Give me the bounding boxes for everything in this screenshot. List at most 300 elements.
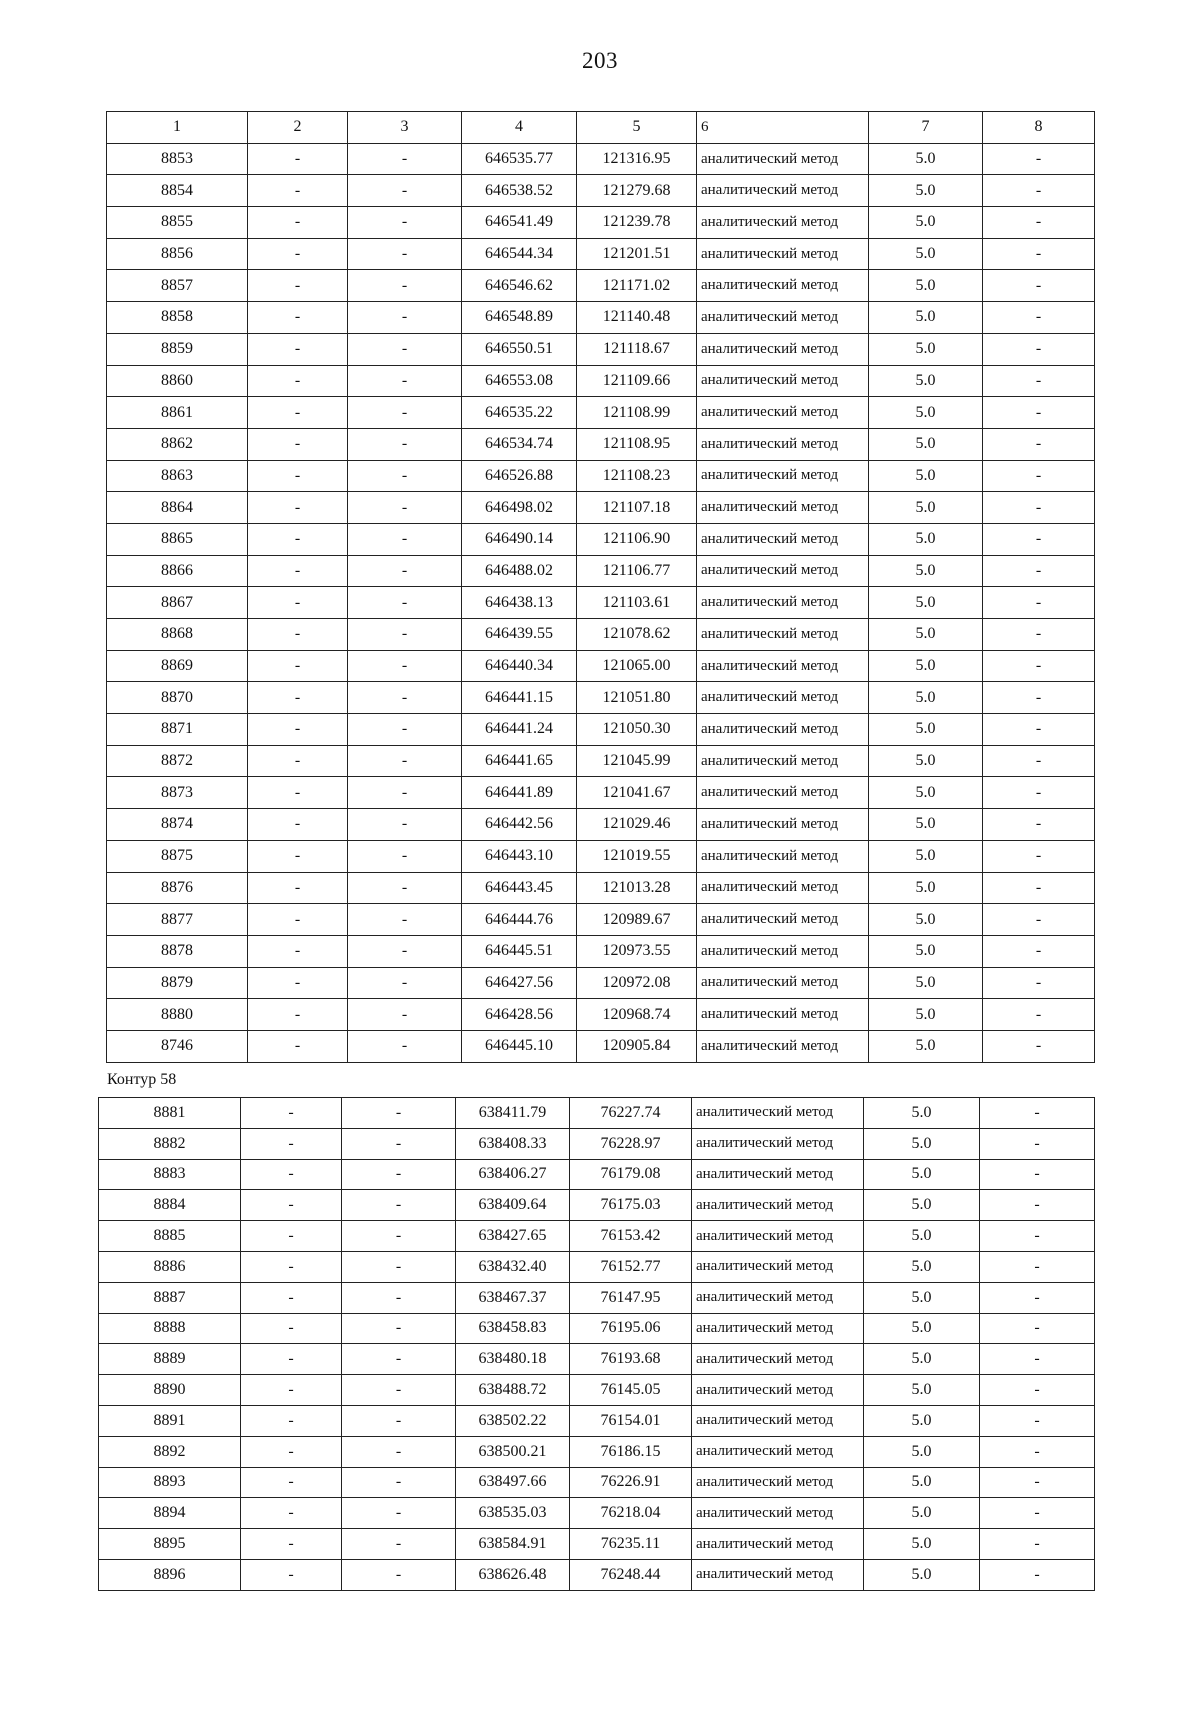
coordinate-x-cell: 646440.34 bbox=[462, 650, 577, 682]
column-8-cell: - bbox=[983, 238, 1095, 270]
column-8-cell: - bbox=[983, 904, 1095, 936]
table-row bbox=[107, 143, 1095, 175]
coordinate-y-cell: 76152.77 bbox=[570, 1251, 692, 1282]
table-row bbox=[107, 460, 1095, 492]
method-cell: аналитический метод bbox=[692, 1375, 864, 1406]
column-2-cell: - bbox=[248, 904, 348, 936]
point-number-cell: 8883 bbox=[99, 1159, 241, 1190]
coordinate-y-cell: 121316.95 bbox=[577, 143, 697, 175]
column-3-cell: - bbox=[348, 333, 462, 365]
column-2-cell: - bbox=[248, 682, 348, 714]
table-row bbox=[107, 999, 1095, 1031]
point-number-cell: 8746 bbox=[107, 1030, 248, 1062]
column-2-cell: - bbox=[248, 207, 348, 239]
coordinate-y-cell: 121279.68 bbox=[577, 175, 697, 207]
coordinate-x-cell: 646538.52 bbox=[462, 175, 577, 207]
column-8-cell: - bbox=[980, 1313, 1095, 1344]
accuracy-cell: 5.0 bbox=[869, 714, 983, 746]
coordinate-x-cell: 638535.03 bbox=[456, 1498, 570, 1529]
coordinate-y-cell: 120973.55 bbox=[577, 935, 697, 967]
column-2-cell: - bbox=[248, 333, 348, 365]
table-row bbox=[107, 397, 1095, 429]
coordinate-y-cell: 121108.23 bbox=[577, 460, 697, 492]
table-row bbox=[99, 1128, 1095, 1159]
coordinate-y-cell: 121171.02 bbox=[577, 270, 697, 302]
column-8-cell: - bbox=[983, 967, 1095, 999]
column-3-cell: - bbox=[348, 999, 462, 1031]
column-3-cell: - bbox=[342, 1436, 456, 1467]
accuracy-cell: 7 bbox=[869, 112, 983, 144]
method-cell: аналитический метод bbox=[692, 1344, 864, 1375]
coordinate-y-cell: 76195.06 bbox=[570, 1313, 692, 1344]
column-2-cell: - bbox=[241, 1251, 342, 1282]
table-row bbox=[107, 650, 1095, 682]
table-row bbox=[107, 714, 1095, 746]
column-2-cell: - bbox=[241, 1498, 342, 1529]
accuracy-cell: 5.0 bbox=[869, 397, 983, 429]
point-number-cell: 8853 bbox=[107, 143, 248, 175]
column-8-cell: - bbox=[980, 1559, 1095, 1590]
coordinate-y-cell: 76153.42 bbox=[570, 1221, 692, 1252]
column-2-cell: - bbox=[248, 428, 348, 460]
coordinate-x-cell: 638497.66 bbox=[456, 1467, 570, 1498]
coordinate-y-cell: 76248.44 bbox=[570, 1559, 692, 1590]
coordinate-x-cell: 638408.33 bbox=[456, 1128, 570, 1159]
coordinate-x-cell: 646428.56 bbox=[462, 999, 577, 1031]
column-3-cell: - bbox=[342, 1467, 456, 1498]
page-number: 203 bbox=[582, 48, 618, 73]
table-row bbox=[107, 682, 1095, 714]
column-8-cell: - bbox=[983, 745, 1095, 777]
column-3-cell: - bbox=[348, 397, 462, 429]
accuracy-cell: 5.0 bbox=[864, 1251, 980, 1282]
coordinate-y-cell: 121019.55 bbox=[577, 840, 697, 872]
column-2-cell: - bbox=[248, 745, 348, 777]
coordinate-x-cell: 646550.51 bbox=[462, 333, 577, 365]
column-2-cell: - bbox=[248, 809, 348, 841]
table-row bbox=[107, 333, 1095, 365]
coordinate-y-cell: 76154.01 bbox=[570, 1405, 692, 1436]
column-8-cell: - bbox=[980, 1344, 1095, 1375]
point-number-cell: 8865 bbox=[107, 523, 248, 555]
point-number-cell: 8872 bbox=[107, 745, 248, 777]
coordinate-y-cell: 121108.95 bbox=[577, 428, 697, 460]
coordinate-y-cell: 76145.05 bbox=[570, 1375, 692, 1406]
point-number-cell: 8875 bbox=[107, 840, 248, 872]
accuracy-cell: 5.0 bbox=[864, 1498, 980, 1529]
column-8-cell: - bbox=[980, 1529, 1095, 1560]
column-2-cell: - bbox=[248, 460, 348, 492]
point-number-cell: 8867 bbox=[107, 587, 248, 619]
table-row bbox=[107, 492, 1095, 524]
point-number-cell: 8871 bbox=[107, 714, 248, 746]
method-cell: 6 bbox=[697, 112, 869, 144]
point-number-cell: 8881 bbox=[99, 1098, 241, 1129]
method-cell: аналитический метод bbox=[697, 428, 869, 460]
column-8-cell: - bbox=[983, 714, 1095, 746]
accuracy-cell: 5.0 bbox=[869, 904, 983, 936]
point-number-cell: 8880 bbox=[107, 999, 248, 1031]
accuracy-cell: 5.0 bbox=[869, 935, 983, 967]
column-2-cell: - bbox=[248, 840, 348, 872]
column-3-cell: - bbox=[342, 1344, 456, 1375]
column-8-cell: - bbox=[983, 460, 1095, 492]
column-2-cell: 2 bbox=[248, 112, 348, 144]
point-number-cell: 8854 bbox=[107, 175, 248, 207]
column-8-cell: - bbox=[983, 682, 1095, 714]
column-3-cell: - bbox=[348, 682, 462, 714]
coordinate-y-cell: 121013.28 bbox=[577, 872, 697, 904]
column-8-cell: - bbox=[983, 143, 1095, 175]
coordinate-x-cell: 646498.02 bbox=[462, 492, 577, 524]
accuracy-cell: 5.0 bbox=[869, 555, 983, 587]
method-cell: аналитический метод bbox=[697, 904, 869, 936]
accuracy-cell: 5.0 bbox=[864, 1467, 980, 1498]
method-cell: аналитический метод bbox=[692, 1128, 864, 1159]
column-3-cell: - bbox=[348, 777, 462, 809]
method-cell: аналитический метод bbox=[697, 650, 869, 682]
coordinate-y-cell: 121065.00 bbox=[577, 650, 697, 682]
point-number-cell: 8873 bbox=[107, 777, 248, 809]
coordinate-y-cell: 121041.67 bbox=[577, 777, 697, 809]
column-3-cell: - bbox=[342, 1405, 456, 1436]
coordinate-x-cell: 638409.64 bbox=[456, 1190, 570, 1221]
coordinate-x-cell: 638500.21 bbox=[456, 1436, 570, 1467]
coordinate-x-cell: 646441.24 bbox=[462, 714, 577, 746]
accuracy-cell: 5.0 bbox=[869, 587, 983, 619]
table-row bbox=[107, 207, 1095, 239]
method-cell: аналитический метод bbox=[697, 809, 869, 841]
method-cell: аналитический метод bbox=[692, 1313, 864, 1344]
coordinate-x-cell: 646442.56 bbox=[462, 809, 577, 841]
column-8-cell: - bbox=[980, 1128, 1095, 1159]
point-number-cell: 8857 bbox=[107, 270, 248, 302]
coordinate-x-cell: 646490.14 bbox=[462, 523, 577, 555]
column-8-cell: - bbox=[980, 1467, 1095, 1498]
table-row bbox=[99, 1221, 1095, 1252]
accuracy-cell: 5.0 bbox=[864, 1282, 980, 1313]
accuracy-cell: 5.0 bbox=[869, 872, 983, 904]
column-8-cell: - bbox=[980, 1251, 1095, 1282]
point-number-cell: 8890 bbox=[99, 1375, 241, 1406]
column-2-cell: - bbox=[241, 1375, 342, 1406]
coordinate-x-cell: 638427.65 bbox=[456, 1221, 570, 1252]
coordinate-x-cell: 646544.34 bbox=[462, 238, 577, 270]
coordinate-y-cell: 121045.99 bbox=[577, 745, 697, 777]
column-3-cell: - bbox=[348, 745, 462, 777]
coordinate-x-cell: 646546.62 bbox=[462, 270, 577, 302]
column-3-cell: - bbox=[348, 904, 462, 936]
coordinate-y-cell: 121029.46 bbox=[577, 809, 697, 841]
coordinate-y-cell: 121050.30 bbox=[577, 714, 697, 746]
column-2-cell: - bbox=[248, 397, 348, 429]
column-2-cell: - bbox=[248, 777, 348, 809]
column-8-cell: - bbox=[983, 555, 1095, 587]
accuracy-cell: 5.0 bbox=[869, 207, 983, 239]
column-3-cell: - bbox=[348, 428, 462, 460]
accuracy-cell: 5.0 bbox=[869, 333, 983, 365]
accuracy-cell: 5.0 bbox=[869, 619, 983, 651]
method-cell: аналитический метод bbox=[692, 1498, 864, 1529]
table-row bbox=[107, 587, 1095, 619]
coordinate-x-cell: 646443.10 bbox=[462, 840, 577, 872]
accuracy-cell: 5.0 bbox=[869, 840, 983, 872]
accuracy-cell: 5.0 bbox=[869, 460, 983, 492]
column-8-cell: - bbox=[983, 777, 1095, 809]
table-row bbox=[107, 619, 1095, 651]
method-cell: аналитический метод bbox=[697, 714, 869, 746]
column-8-cell: - bbox=[983, 428, 1095, 460]
method-cell: аналитический метод bbox=[697, 840, 869, 872]
coordinate-x-cell: 646541.49 bbox=[462, 207, 577, 239]
coordinate-y-cell: 121109.66 bbox=[577, 365, 697, 397]
column-3-cell: - bbox=[342, 1375, 456, 1406]
column-2-cell: - bbox=[248, 238, 348, 270]
point-number-cell: 8864 bbox=[107, 492, 248, 524]
coordinate-x-cell: 646441.65 bbox=[462, 745, 577, 777]
column-3-cell: - bbox=[348, 935, 462, 967]
column-3-cell: - bbox=[342, 1313, 456, 1344]
coordinate-x-cell: 646441.15 bbox=[462, 682, 577, 714]
method-cell: аналитический метод bbox=[692, 1098, 864, 1129]
accuracy-cell: 5.0 bbox=[864, 1405, 980, 1436]
point-number-cell: 8884 bbox=[99, 1190, 241, 1221]
accuracy-cell: 5.0 bbox=[864, 1313, 980, 1344]
point-number-cell: 8877 bbox=[107, 904, 248, 936]
coordinate-x-cell: 646441.89 bbox=[462, 777, 577, 809]
coordinate-x-cell: 646553.08 bbox=[462, 365, 577, 397]
column-3-cell: - bbox=[342, 1098, 456, 1129]
column-8-cell: - bbox=[983, 492, 1095, 524]
accuracy-cell: 5.0 bbox=[869, 745, 983, 777]
coordinate-x-cell: 638488.72 bbox=[456, 1375, 570, 1406]
point-number-cell: 8863 bbox=[107, 460, 248, 492]
point-number-cell: 8892 bbox=[99, 1436, 241, 1467]
column-2-cell: - bbox=[241, 1313, 342, 1344]
column-2-cell: - bbox=[241, 1436, 342, 1467]
table-row bbox=[99, 1559, 1095, 1590]
table-row bbox=[107, 1030, 1095, 1062]
method-cell: аналитический метод bbox=[697, 872, 869, 904]
accuracy-cell: 5.0 bbox=[869, 809, 983, 841]
point-number-cell: 8878 bbox=[107, 935, 248, 967]
column-3-cell: - bbox=[348, 967, 462, 999]
table-row bbox=[107, 302, 1095, 334]
coordinate-y-cell: 121107.18 bbox=[577, 492, 697, 524]
point-number-cell: 8862 bbox=[107, 428, 248, 460]
table-row bbox=[99, 1251, 1095, 1282]
column-8-cell: - bbox=[983, 175, 1095, 207]
accuracy-cell: 5.0 bbox=[864, 1529, 980, 1560]
table-row bbox=[107, 777, 1095, 809]
column-2-cell: - bbox=[248, 523, 348, 555]
table-row bbox=[107, 555, 1095, 587]
accuracy-cell: 5.0 bbox=[864, 1221, 980, 1252]
column-8-cell: - bbox=[983, 809, 1095, 841]
column-3-cell: - bbox=[348, 555, 462, 587]
coordinate-y-cell: 121108.99 bbox=[577, 397, 697, 429]
point-number-cell: 8858 bbox=[107, 302, 248, 334]
method-cell: аналитический метод bbox=[697, 365, 869, 397]
accuracy-cell: 5.0 bbox=[869, 650, 983, 682]
point-number-cell: 8889 bbox=[99, 1344, 241, 1375]
coordinate-x-cell: 646445.51 bbox=[462, 935, 577, 967]
column-2-cell: - bbox=[241, 1128, 342, 1159]
column-3-cell: - bbox=[348, 302, 462, 334]
column-2-cell: - bbox=[248, 999, 348, 1031]
column-2-cell: - bbox=[241, 1221, 342, 1252]
table-row bbox=[107, 523, 1095, 555]
coordinate-y-cell: 121051.80 bbox=[577, 682, 697, 714]
method-cell: аналитический метод bbox=[692, 1159, 864, 1190]
method-cell: аналитический метод bbox=[697, 302, 869, 334]
method-cell: аналитический метод bbox=[692, 1251, 864, 1282]
coordinate-x-cell: 646438.13 bbox=[462, 587, 577, 619]
table-row bbox=[107, 935, 1095, 967]
method-cell: аналитический метод bbox=[692, 1190, 864, 1221]
point-number-cell: 8869 bbox=[107, 650, 248, 682]
column-3-cell: - bbox=[342, 1159, 456, 1190]
coordinate-x-cell: 646445.10 bbox=[462, 1030, 577, 1062]
method-cell: аналитический метод bbox=[692, 1529, 864, 1560]
column-2-cell: - bbox=[248, 302, 348, 334]
method-cell: аналитический метод bbox=[697, 1030, 869, 1062]
column-3-cell: - bbox=[348, 270, 462, 302]
column-8-cell: 8 bbox=[983, 112, 1095, 144]
accuracy-cell: 5.0 bbox=[869, 492, 983, 524]
accuracy-cell: 5.0 bbox=[869, 682, 983, 714]
column-3-cell: - bbox=[348, 365, 462, 397]
column-8-cell: - bbox=[983, 999, 1095, 1031]
coordinate-x-cell: 638467.37 bbox=[456, 1282, 570, 1313]
coordinate-x-cell: 638411.79 bbox=[456, 1098, 570, 1129]
table-row bbox=[99, 1405, 1095, 1436]
column-3-cell: - bbox=[342, 1498, 456, 1529]
column-8-cell: - bbox=[983, 365, 1095, 397]
coordinate-y-cell: 76186.15 bbox=[570, 1436, 692, 1467]
section-label: Контур 58 bbox=[107, 1071, 177, 1088]
column-8-cell: - bbox=[980, 1375, 1095, 1406]
table-row bbox=[99, 1159, 1095, 1190]
accuracy-cell: 5.0 bbox=[869, 302, 983, 334]
point-number-cell: 8896 bbox=[99, 1559, 241, 1590]
column-2-cell: - bbox=[248, 619, 348, 651]
table-row bbox=[99, 1467, 1095, 1498]
coordinate-x-cell: 4 bbox=[462, 112, 577, 144]
coordinate-x-cell: 646488.02 bbox=[462, 555, 577, 587]
point-number-cell: 8887 bbox=[99, 1282, 241, 1313]
accuracy-cell: 5.0 bbox=[864, 1344, 980, 1375]
point-number-cell: 8861 bbox=[107, 397, 248, 429]
column-8-cell: - bbox=[983, 1030, 1095, 1062]
column-3-cell: - bbox=[348, 143, 462, 175]
coordinate-y-cell: 121118.67 bbox=[577, 333, 697, 365]
coordinate-y-cell: 76193.68 bbox=[570, 1344, 692, 1375]
point-number-cell: 8856 bbox=[107, 238, 248, 270]
column-8-cell: - bbox=[983, 270, 1095, 302]
method-cell: аналитический метод bbox=[697, 587, 869, 619]
column-2-cell: - bbox=[248, 587, 348, 619]
point-number-cell: 8891 bbox=[99, 1405, 241, 1436]
table-row bbox=[107, 967, 1095, 999]
method-cell: аналитический метод bbox=[697, 967, 869, 999]
point-number-cell: 8855 bbox=[107, 207, 248, 239]
coordinate-x-cell: 646439.55 bbox=[462, 619, 577, 651]
column-2-cell: - bbox=[248, 270, 348, 302]
accuracy-cell: 5.0 bbox=[869, 777, 983, 809]
method-cell: аналитический метод bbox=[697, 555, 869, 587]
point-number-cell: 8868 bbox=[107, 619, 248, 651]
column-8-cell: - bbox=[980, 1405, 1095, 1436]
method-cell: аналитический метод bbox=[692, 1221, 864, 1252]
table-row bbox=[99, 1436, 1095, 1467]
table-row bbox=[107, 270, 1095, 302]
method-cell: аналитический метод bbox=[692, 1405, 864, 1436]
method-cell: аналитический метод bbox=[697, 143, 869, 175]
point-number-cell: 8886 bbox=[99, 1251, 241, 1282]
column-3-cell: - bbox=[342, 1529, 456, 1560]
method-cell: аналитический метод bbox=[697, 175, 869, 207]
column-3-cell: - bbox=[348, 207, 462, 239]
table-row bbox=[107, 872, 1095, 904]
coordinate-x-cell: 646548.89 bbox=[462, 302, 577, 334]
table-row bbox=[107, 175, 1095, 207]
method-cell: аналитический метод bbox=[697, 238, 869, 270]
coordinate-y-cell: 76226.91 bbox=[570, 1467, 692, 1498]
accuracy-cell: 5.0 bbox=[864, 1559, 980, 1590]
coordinate-x-cell: 646427.56 bbox=[462, 967, 577, 999]
column-3-cell: - bbox=[348, 840, 462, 872]
coordinate-y-cell: 120968.74 bbox=[577, 999, 697, 1031]
coordinate-x-cell: 638458.83 bbox=[456, 1313, 570, 1344]
column-8-cell: - bbox=[983, 333, 1095, 365]
column-3-cell: - bbox=[348, 650, 462, 682]
method-cell: аналитический метод bbox=[697, 207, 869, 239]
point-number-cell: 8860 bbox=[107, 365, 248, 397]
table-row bbox=[99, 1375, 1095, 1406]
table-row bbox=[99, 1282, 1095, 1313]
coordinate-y-cell: 121140.48 bbox=[577, 302, 697, 334]
table-row bbox=[99, 1098, 1095, 1129]
column-3-cell: - bbox=[348, 492, 462, 524]
method-cell: аналитический метод bbox=[697, 270, 869, 302]
method-cell: аналитический метод bbox=[697, 682, 869, 714]
table-row bbox=[99, 1313, 1095, 1344]
method-cell: аналитический метод bbox=[697, 460, 869, 492]
column-8-cell: - bbox=[983, 523, 1095, 555]
column-2-cell: - bbox=[241, 1159, 342, 1190]
coordinate-y-cell: 121106.90 bbox=[577, 523, 697, 555]
column-8-cell: - bbox=[980, 1436, 1095, 1467]
column-3-cell: - bbox=[342, 1128, 456, 1159]
column-8-cell: - bbox=[983, 302, 1095, 334]
column-2-cell: - bbox=[248, 175, 348, 207]
table-row bbox=[107, 809, 1095, 841]
method-cell: аналитический метод bbox=[697, 397, 869, 429]
column-8-cell: - bbox=[983, 587, 1095, 619]
accuracy-cell: 5.0 bbox=[869, 365, 983, 397]
point-number-cell: 8888 bbox=[99, 1313, 241, 1344]
coordinate-y-cell: 121103.61 bbox=[577, 587, 697, 619]
coordinate-x-cell: 638406.27 bbox=[456, 1159, 570, 1190]
coordinate-y-cell: 76175.03 bbox=[570, 1190, 692, 1221]
coordinate-y-cell: 120989.67 bbox=[577, 904, 697, 936]
column-8-cell: - bbox=[980, 1098, 1095, 1129]
column-2-cell: - bbox=[241, 1559, 342, 1590]
column-3-cell: - bbox=[348, 872, 462, 904]
coordinate-y-cell: 76218.04 bbox=[570, 1498, 692, 1529]
accuracy-cell: 5.0 bbox=[869, 428, 983, 460]
